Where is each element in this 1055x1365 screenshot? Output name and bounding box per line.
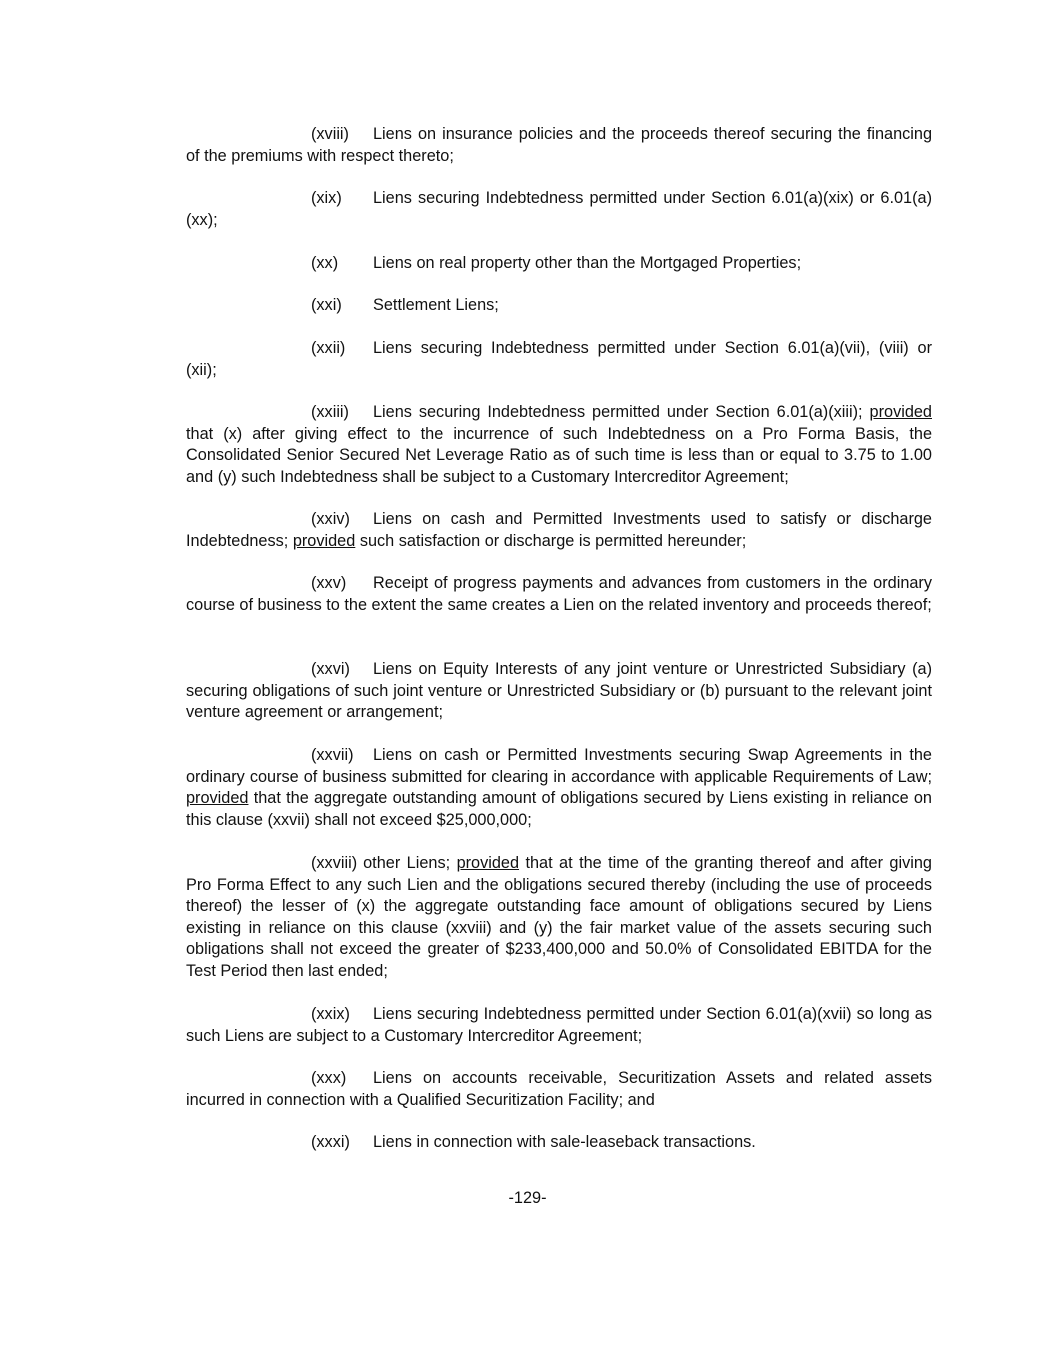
clause-xix bbox=[186, 188, 932, 231]
clause-text-continued: that at the time of the granting thereof and after giving Pro Forma Effect to any such Lien and the obligations secured thereby (including the use of proceeds thereof) the lesser of (x) the aggregate outstanding face amount of obligations secured by Liens existing in reliance on this clause (xxviii) and (y) the fair market value of the assets securing such obligations shall not exceed the greater of $233,400,000 and 50.0% of Consolidated EBITDA for the Test Period then last ended; bbox=[186, 854, 932, 980]
clause-text: Settlement Liens; bbox=[373, 296, 499, 314]
page-number: -129- bbox=[508, 1189, 547, 1207]
clause-number: (xxiii) bbox=[311, 403, 349, 421]
clause-xxvi bbox=[186, 659, 932, 724]
clause-number: (xxiv) bbox=[311, 510, 350, 528]
clause-xxix bbox=[186, 1004, 932, 1047]
clause-text: Liens on real property other than the Mortgaged Properties; bbox=[373, 254, 802, 272]
clause-xx bbox=[311, 253, 801, 275]
clause-number: (xxi) bbox=[311, 296, 342, 314]
provided-term: provided bbox=[186, 789, 249, 807]
provided-term: provided bbox=[292, 531, 356, 550]
clause-text: Liens on cash or Permitted Investments securing Swap Agreements in the ordinary course of business submitted for clearing in accordance with applicable Requirements of Law; bbox=[186, 746, 932, 786]
clause-text: Liens on Equity Interests of any joint venture or Unrestricted Subsidiary (a) securing obligations of such joint venture or Unrestricted Subsidiary or (b) pursuant to the relevant joint venture agreement or arrangement; bbox=[186, 660, 932, 721]
clause-xxv bbox=[186, 573, 932, 616]
clause-number: (xxv) bbox=[311, 574, 347, 592]
clause-number: (xix) bbox=[311, 189, 342, 207]
clause-text-continued: that the aggregate outstanding amount of obligations secured by Liens existing in reliance on this clause (xxvii) shall not exceed $25,000,000; bbox=[186, 789, 932, 829]
clause-text: Liens securing Indebtedness permitted under Section 6.01(a)(xiii); bbox=[373, 403, 863, 421]
clause-number: (xxii) bbox=[311, 339, 346, 357]
clause-xxi bbox=[311, 295, 499, 317]
clause-xxiii bbox=[186, 402, 932, 488]
clause-xxii bbox=[186, 338, 932, 381]
clause-number: (xxx) bbox=[311, 1069, 347, 1087]
clause-text: Liens in connection with sale-leaseback transactions. bbox=[373, 1133, 756, 1151]
clause-number: (xx) bbox=[311, 254, 339, 272]
provided-term: provided bbox=[456, 854, 520, 872]
clause-xxx bbox=[186, 1068, 932, 1111]
clause-xxiv bbox=[186, 509, 932, 552]
clause-xxxi bbox=[311, 1132, 756, 1154]
clause-text: Liens securing Indebtedness permitted under Section 6.01(a)(xix) or 6.01(a)(xx); bbox=[186, 189, 932, 229]
provided-term: provided bbox=[869, 403, 932, 421]
clause-number: (xxxi) bbox=[311, 1133, 350, 1151]
clause-text: Liens securing Indebtedness permitted under Section 6.01(a)(xvii) so long as such Liens are subject to a Customary Intercreditor Agreement; bbox=[186, 1005, 932, 1045]
clause-text: Liens on accounts receivable, Securitization Assets and related assets incurred in connection with a Qualified Securitization Facility; and bbox=[186, 1069, 932, 1109]
clause-text: Liens on cash and Permitted Investments used to satisfy or discharge Indebtedness; bbox=[186, 510, 932, 550]
clause-text: Receipt of progress payments and advances from customers in the ordinary course of business to the extent the same creates a Lien on the related inventory and proceeds thereof; bbox=[186, 574, 932, 614]
clause-number: (xviii) bbox=[311, 125, 349, 143]
clause-number: (xxix) bbox=[311, 1005, 350, 1023]
clause-xviii bbox=[186, 124, 932, 167]
clause-number: (xxvi) bbox=[311, 660, 350, 678]
clause-number: (xxvii) bbox=[311, 746, 354, 764]
clause-text-continued: such satisfaction or discharge is permitted hereunder; bbox=[359, 531, 747, 550]
clause-text: Liens securing Indebtedness permitted under Section 6.01(a)(vii), (viii) or (xii); bbox=[186, 339, 932, 379]
clause-xxvii bbox=[186, 745, 932, 831]
clause-text: other Liens; bbox=[363, 854, 451, 872]
clause-text: Liens on insurance policies and the proceeds thereof securing the financing of the premiums with respect thereto; bbox=[186, 125, 932, 165]
clause-number: (xxviii) bbox=[311, 854, 358, 872]
clause-xxviii bbox=[186, 853, 932, 982]
clause-text-continued: that (x) after giving effect to the incurrence of such Indebtedness on a Pro Forma Basis, the Consolidated Senior Secured Net Leverage Ratio as of such time is less than or equal to 3.75 to 1.00 and (y) such Indebtedness shall be subject to a Customary Intercreditor Agreement; bbox=[186, 424, 932, 486]
